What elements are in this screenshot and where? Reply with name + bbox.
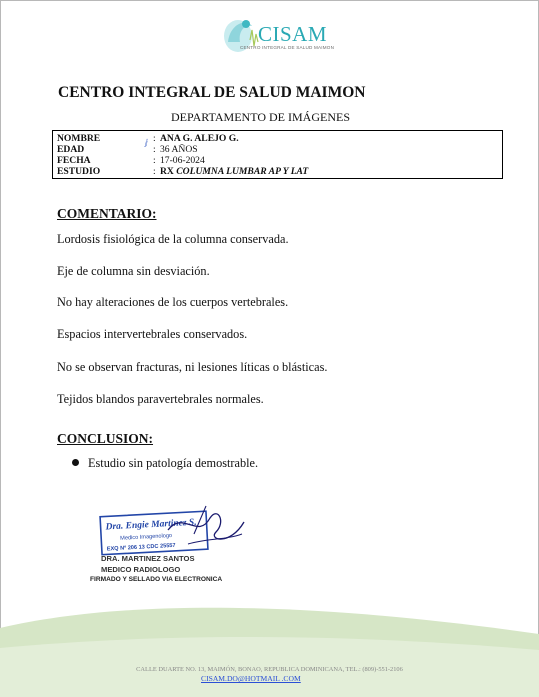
info-value: 17-06-2024 (160, 155, 205, 166)
info-colon: : (153, 166, 156, 177)
comment-line: Lordosis fisiológica de la columna conservada. (57, 232, 289, 246)
conclusion-item: Estudio sin patología demostrable. (88, 456, 259, 470)
info-label: EDAD (57, 144, 85, 155)
page-title: CENTRO INTEGRAL DE SALUD MAIMON (58, 84, 366, 101)
spellcheck-mark: ⅉ (145, 138, 148, 147)
study-name: COLUMNA LUMBAR AP Y LAT (176, 166, 309, 177)
info-label: FECHA (57, 155, 91, 166)
info-value (160, 166, 308, 177)
signed-note: FIRMADO Y SELLADO VIA ELECTRONICA (90, 576, 223, 583)
doctor-role: MEDICO RADIOLOGO (101, 565, 181, 574)
doctor-name: DRA. MARTINEZ SANTOS (101, 554, 195, 563)
stamp-name: Dra. Engie Martinez S. (105, 517, 197, 533)
comment-heading: COMENTARIO: (57, 206, 157, 221)
department-label: DEPARTAMENTO DE IMÁGENES (171, 110, 350, 124)
info-colon: : (153, 155, 156, 166)
info-label: ESTUDIO (57, 166, 101, 177)
footer-email[interactable]: CISAM.DO@HOTMAIL .COM (201, 674, 301, 683)
logo-subtitle: CENTRO INTEGRAL DE SALUD MAIMON (240, 45, 335, 50)
study-type: RX (160, 166, 174, 177)
patient-info-box (52, 130, 503, 179)
footer-address: CALLE DUARTE NO. 13, MAIMÓN, BONAO, REPUBLICA DOMINICANA, TEL.: (809)-551-2106 (136, 666, 403, 673)
logo-name: CISAM (258, 22, 328, 46)
info-value: ANA G. ALEJO G. (160, 133, 239, 144)
conclusion-heading: CONCLUSION: (57, 431, 154, 446)
comment-line: Tejidos blandos paravertebrales normales. (57, 392, 264, 406)
info-value: 36 AÑOS (160, 144, 198, 155)
comment-line: No se observan fracturas, ni lesiones líticas o blásticas. (57, 360, 328, 374)
bullet-icon (72, 459, 79, 466)
info-colon: : (153, 144, 156, 155)
comment-line: Eje de columna sin desviación. (57, 264, 210, 278)
info-colon: : (153, 133, 156, 144)
signature-stamp (98, 500, 248, 556)
stamp-title: Medico Imagenologo (120, 533, 173, 542)
comment-line: Espacios intervertebrales conservados. (57, 327, 248, 341)
stamp-exq: EXQ Nº 206 13 CDC 25557 (106, 542, 176, 553)
info-label: NOMBRE (57, 133, 101, 144)
comment-line: No hay alteraciones de los cuerpos vertebrales. (57, 295, 289, 309)
